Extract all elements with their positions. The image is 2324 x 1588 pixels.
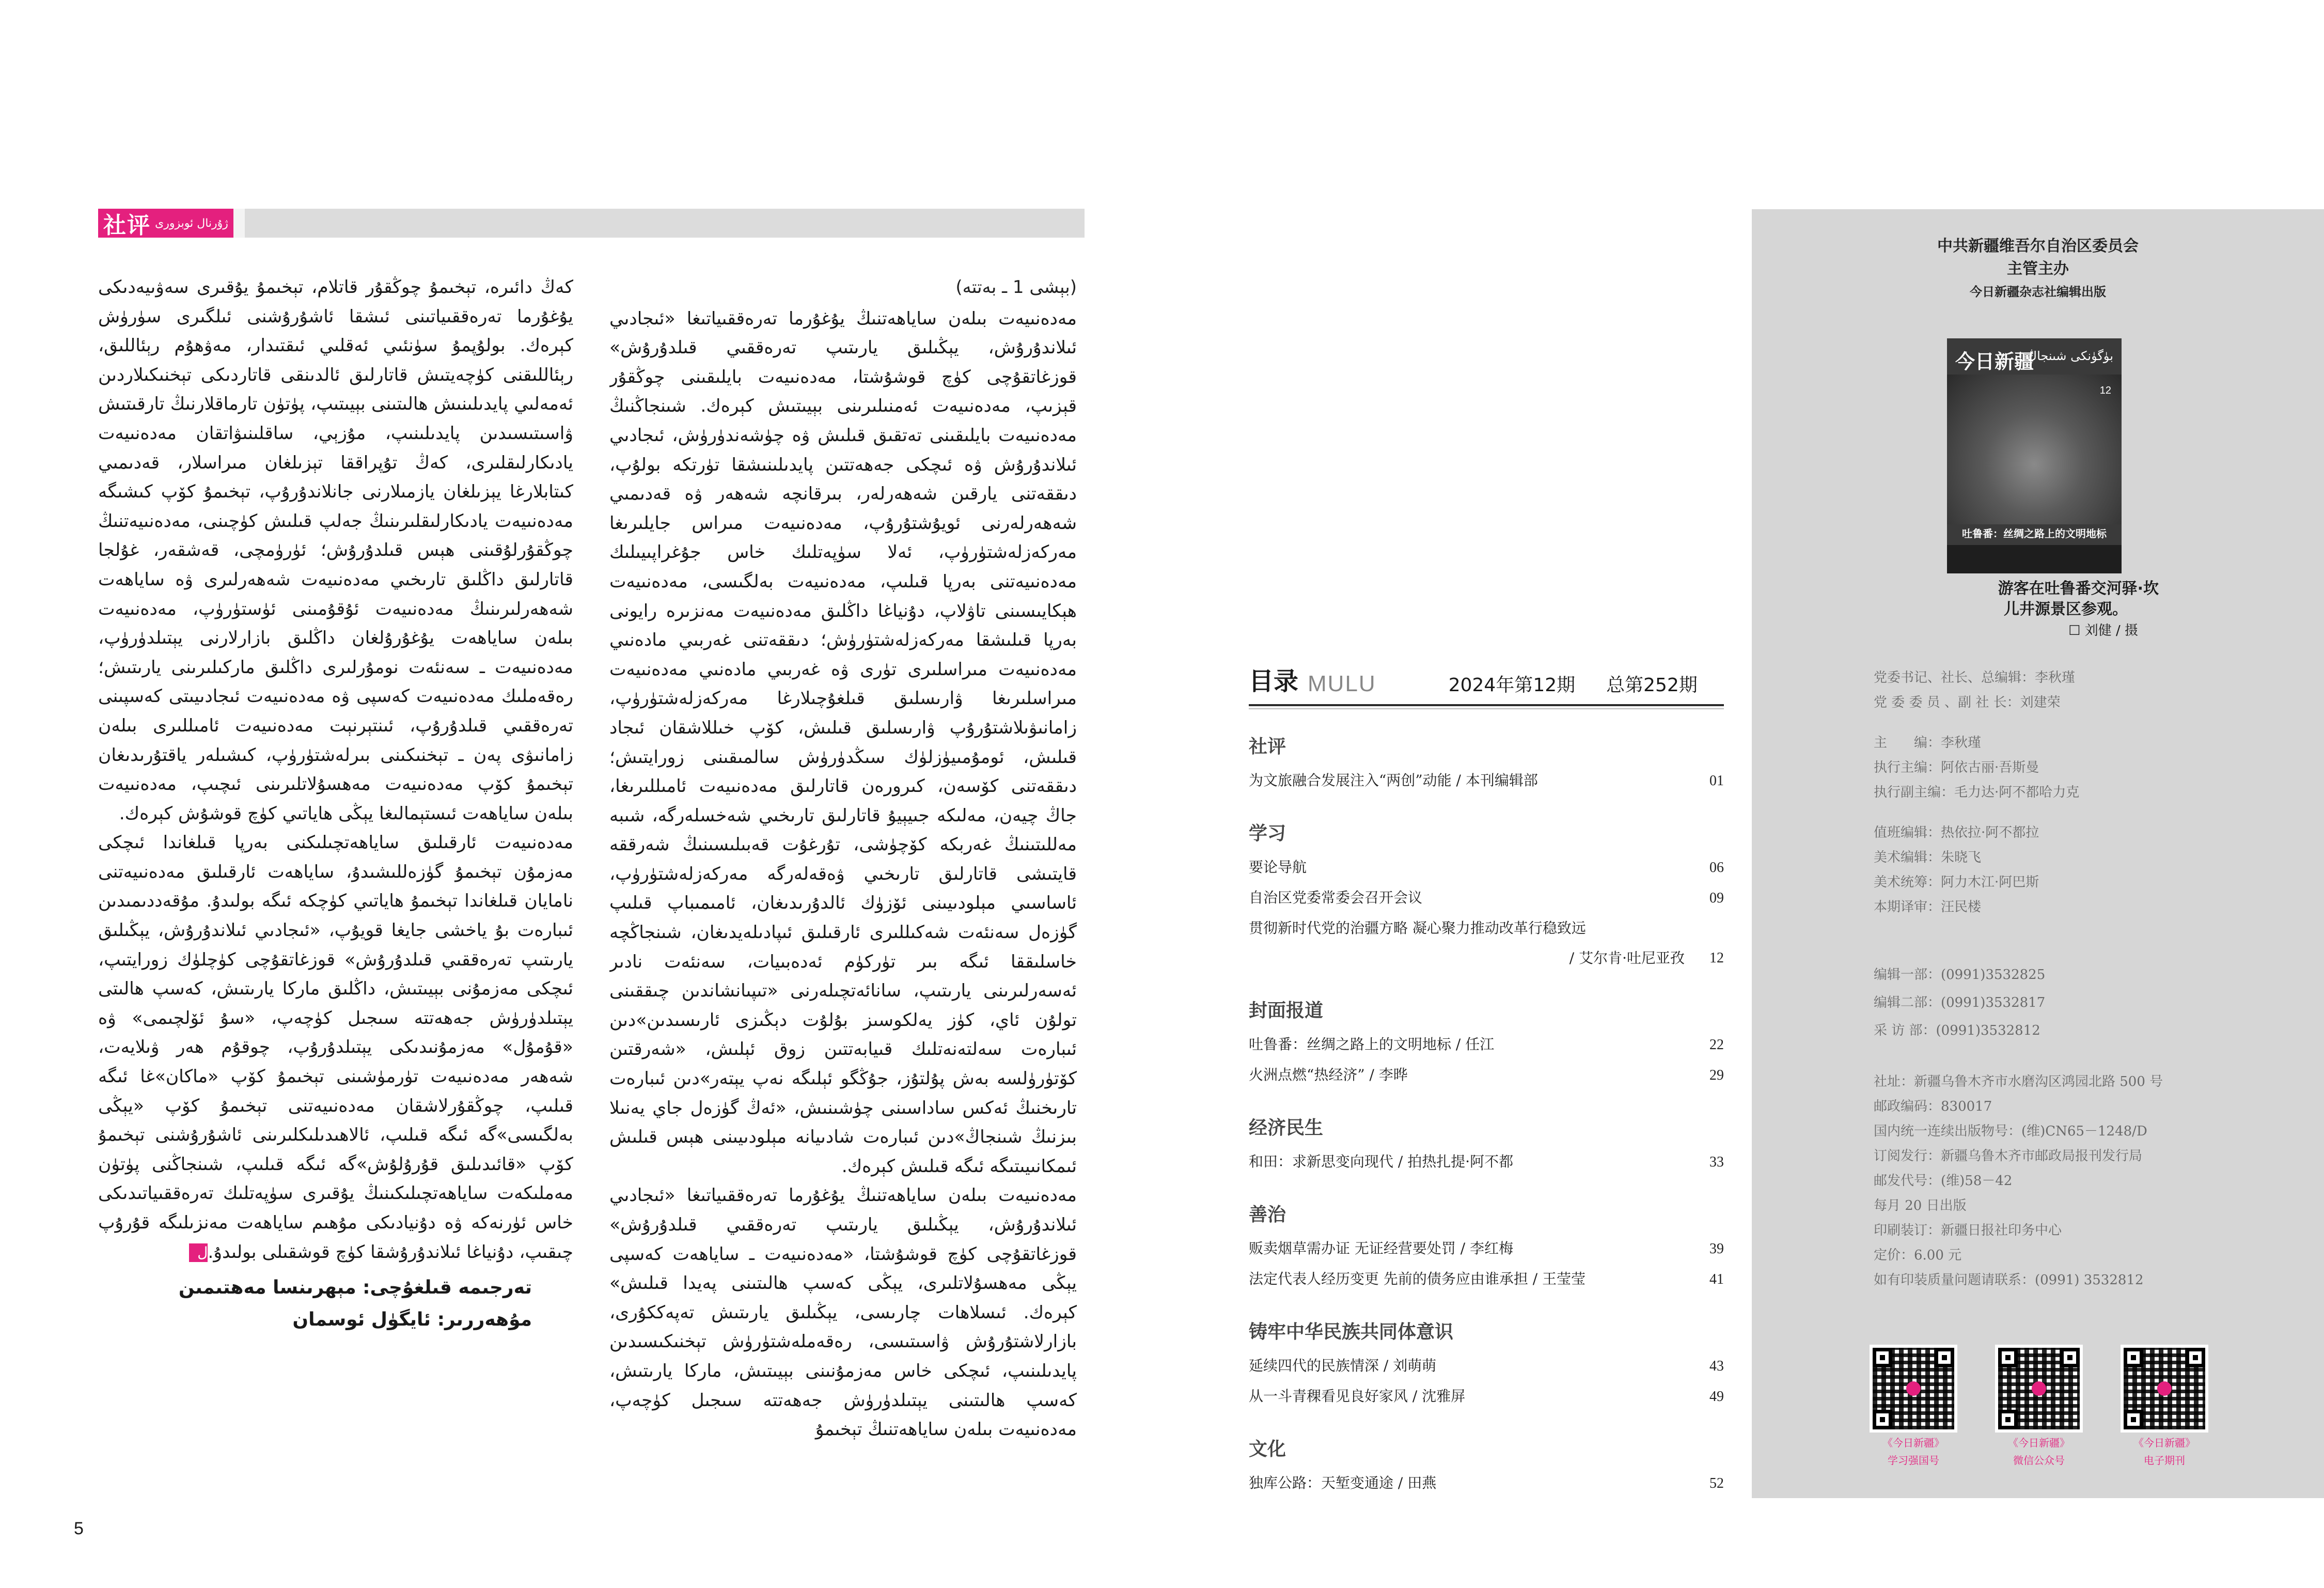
caption-line: 游客在吐鲁番交河驿·坎 xyxy=(1998,580,2159,598)
continued-note: (بېشى 1 ـ بەتتە) xyxy=(955,277,1077,298)
address-line: 定价：6.00 元 xyxy=(1874,1248,1962,1263)
toc-item-page: 39 xyxy=(1709,1241,1724,1257)
toc-item-title: 吐鲁番：丝绸之路上的文明地标 / 任江 xyxy=(1249,1036,1495,1053)
address-line: 邮政编码：830017 xyxy=(1874,1099,1992,1114)
publisher-org: 中共新疆维吾尔自治区委员会 xyxy=(1937,237,2139,255)
staff-line: 本期译审：汪民楼 xyxy=(1874,899,1982,915)
table-of-contents xyxy=(1249,661,1724,1499)
toc-section xyxy=(1249,996,1724,1091)
editor-credit: مۇھەررىر: ئايگۈل ئوسمان xyxy=(292,1309,532,1331)
toc-item-page: 22 xyxy=(1709,1037,1724,1053)
page-number: 5 xyxy=(74,1519,84,1538)
qr-code-icon xyxy=(1995,1345,2083,1433)
staff-line: 主 编：李秋瑾 xyxy=(1874,735,1982,751)
address-line: 邮发代号：(维)58－42 xyxy=(1874,1173,2013,1189)
toc-item-page: 29 xyxy=(1709,1067,1724,1083)
address-line: 如有印装质量问题请联系：(0991) 3532812 xyxy=(1874,1272,2144,1288)
qr-logo-icon xyxy=(2032,1381,2046,1396)
toc-title-latin: MULU xyxy=(1308,671,1376,696)
toc-item[interactable] xyxy=(1249,1468,1724,1499)
toc-section xyxy=(1249,1200,1724,1295)
cover-title: 今日新疆 xyxy=(1955,350,2034,373)
article-paragraph: مەدەنىيەت بىلەن ساياھەتنىڭ يۇغۇرما تەرەققىياتىغا «ئىجادىي ئىلاندۇرۇش، يېڭىلىق يارىتىپ تەرەققىي قىلدۇرۇش» قوزغاتقۇچى كۈچ قوشۇشتا، «مەدەنىيەت ـ ساياھەت كەسپى يېڭى مەھسۇلاتلىرى، يېڭى كەسپ ھالىتىنى پەيدا قىلىش» كېرەك. ئىسلاھات چارىسى، يېڭىلىق يارىتىش تەپەككۇرى، بازارلاشتۇرۇش ۋاسىتىسى، رەقەملەشتۈرۈش تېخنىكىسىدىن پايدىلىنىپ، ئىچكى خاس مەزمۇنىنى بېيىتىش، ماركا يارىتىش، كەسپ ھالىتىنى يېتىلدۈرۈش جەھەتتە سىجىل كۈچەپ، مەدەنىيەت بىلەن ساياھەتنىڭ تېخىمۇ xyxy=(609,1185,1077,1440)
article-column-right xyxy=(609,273,1077,1492)
toc-item-page: 41 xyxy=(1709,1271,1724,1287)
toc-section xyxy=(1249,732,1724,796)
toc-item-title: 和田：求新思变向现代 / 拍热扎提·阿不都 xyxy=(1249,1153,1514,1170)
toc-item-title: 法定代表人经历变更 先前的债务应由谁承担 / 王莹莹 xyxy=(1249,1270,1586,1287)
toc-item[interactable] xyxy=(1249,1030,1724,1060)
section-header-bar xyxy=(98,209,1085,238)
toc-section xyxy=(1249,819,1724,973)
toc-section-title: 铸牢中华民族共同体意识 xyxy=(1249,1321,1454,1343)
qr-label: 学习强国号 xyxy=(1888,1454,1939,1467)
toc-section xyxy=(1249,1113,1724,1177)
qr-label: 《今日新疆》 xyxy=(1882,1437,1944,1449)
toc-item-title: 自治区党委常委会召开会议 xyxy=(1249,889,1423,906)
qr-code-icon xyxy=(1870,1345,1957,1433)
staff-list xyxy=(1874,665,2079,920)
address-line: 印刷装订：新疆日报社印务中心 xyxy=(1874,1223,2062,1238)
section-tab-notch xyxy=(233,209,245,238)
toc-title: 目录 xyxy=(1249,667,1299,696)
article-paragraph-text: مەدەنىيەت ئارقىلىق ساياھەتچىلىكنى بەرپا قىلغاندا ئىچكى مەزمۇن تېخىمۇ گۈزەللىشىدۇ، ساياھەت ئارقىلىق مەدەنىيەتنى نامايان قىلغاندا تېخىمۇ ھاياتىي كۈچكە ئىگە بولىدۇ. مۇقەددىمىدىن ئىبارەت بۇ ياخشى جايغا قويۇپ، «ئىجادىي ئىلاندۇرۇش، يېڭىلىق يارىتىپ تەرەققىي قىلدۇرۇش» قوزغاتقۇچى كۈچلۈك زورايتىپ، ئىچكى مەزمۇنى بېيىتىش، داڭلىق ماركا يارىتىش، كەسپ ھالىتى يېتىلدۈرۈش جەھەتتە سىجىل كۈچەپ، «سۇ ئۆلچىمى» ۋە «قۇمۇل» مەزمۇنىدىكى يېتىلدۇرۇپ، چوقۇم ھەر ۋىلايەت، شەھەر مەدەنىيەت تۈرمۈشىنى تېخىمۇ كۆپ «ماكان»غا ئىگە قىلىپ، چوڭقۇرلاشقان مەدەنىيەتنى تېخىمۇ كۆپ «يېڭى بەلگىسى»گە ئىگە قىلىپ، ئالاھىدىلىكلىرىنى ئاشۇرۇشنى تېخىمۇ كۆپ «قائىدىلىق قۇرۇلۇش»گە ئىگە قىلىپ، شىنجاڭنى پۈتۈن مەملىكەت ساياھەتچىلىكىنىڭ يۇقىرى سۈپەتلىك تەرەققىياتىدىكى خاس ئۈرنەكە ۋە دۇنيادىكى مۇھىم ساياھەت مەنزىلىگە قۇرۇپ چىقىپ، دۇنياغا ئىلاندۇرۇشقا كۈچ قوشقىلى بولىدۇ. xyxy=(98,832,573,1263)
toc-item[interactable] xyxy=(1249,1351,1724,1381)
qr-code-row xyxy=(1870,1345,2208,1468)
toc-item-line2 xyxy=(1249,943,1724,973)
staff-line: 值班编辑：热依拉·阿不都拉 xyxy=(1874,825,2039,840)
qr-label: 电子期刊 xyxy=(2144,1454,2185,1467)
toc-section xyxy=(1249,1435,1724,1499)
phone-line: 编辑一部：(0991)3532825 xyxy=(1874,967,2046,983)
section-tab xyxy=(98,209,233,238)
toc-item-title: 从一斗青稞看见良好家风 / 沈雅屏 xyxy=(1249,1388,1466,1405)
toc-item[interactable] xyxy=(1249,883,1724,913)
toc-item-title: 延续四代的民族情深 / 刘萌萌 xyxy=(1249,1357,1437,1374)
staff-line: 美术统筹：阿力木江·阿巴斯 xyxy=(1874,875,2039,890)
qr-code-study[interactable] xyxy=(1870,1345,1957,1468)
phone-line: 采 访 部：(0991)3532812 xyxy=(1874,1023,2040,1038)
toc-item-page: 49 xyxy=(1709,1389,1724,1405)
caption-line: 儿井源景区参观。 xyxy=(2004,600,2128,618)
toc-section-title: 社评 xyxy=(1249,736,1286,757)
toc-section-title: 经济民生 xyxy=(1249,1117,1324,1139)
staff-line: 执行主编：阿依古丽·吾斯曼 xyxy=(1874,760,2039,775)
toc-item-title: 要论导航 xyxy=(1249,859,1307,876)
toc-item-page: 43 xyxy=(1709,1358,1724,1374)
toc-item[interactable] xyxy=(1249,1234,1724,1264)
qr-logo-icon xyxy=(1906,1381,1921,1396)
qr-label: 《今日新疆》 xyxy=(2008,1437,2070,1449)
cover-band xyxy=(1947,545,2122,573)
qr-label: 微信公众号 xyxy=(2013,1454,2065,1467)
toc-item-page: 01 xyxy=(1709,773,1724,789)
photo-credit: ☐ 刘健 / 摄 xyxy=(2068,623,2138,639)
toc-section-title: 善治 xyxy=(1249,1204,1286,1225)
toc-item-page: 33 xyxy=(1709,1154,1724,1170)
end-mark-icon: ل xyxy=(189,1243,208,1262)
article-column-left xyxy=(98,273,573,1513)
toc-section-title: 封面报道 xyxy=(1249,1000,1324,1021)
cover-caption xyxy=(1911,579,2159,642)
qr-label: 《今日新疆》 xyxy=(2133,1437,2195,1449)
qr-logo-icon xyxy=(2157,1381,2172,1396)
publisher-editor: 今日新疆杂志社编辑出版 xyxy=(1970,285,2106,299)
spacer xyxy=(1874,715,2079,730)
qr-code-icon xyxy=(2121,1345,2208,1433)
toc-item[interactable] xyxy=(1249,852,1724,883)
toc-item[interactable] xyxy=(1249,1264,1724,1295)
address-line: 每月 20 日出版 xyxy=(1874,1198,1967,1213)
translator-credit: تەرجىمە قىلغۇچى: مېھرىنسا مەھتىمىن xyxy=(178,1277,532,1299)
toc-total-issue: 总第252期 xyxy=(1606,675,1698,696)
toc-item-author: / 艾尔肯·吐尼亚孜 xyxy=(1569,949,1685,967)
toc-item-page: 06 xyxy=(1709,860,1724,876)
cover-thumbnail[interactable] xyxy=(1947,338,2122,573)
toc-item[interactable] xyxy=(1249,1060,1724,1091)
publisher-role: 主管主办 xyxy=(2007,260,2069,278)
article-paragraph: مەدەنىيەت بىلەن ساياھەتنىڭ يۇغۇرما تەرەققىياتىغا «ئىجادىي ئىلاندۇرۇش، يېڭىلىق يارىتىپ تەرەققىي قىلدۇرۇش» قوزغاتقۇچى كۈچ قوشۇشتا، مەدەنىيەت بايلىقىنى چوڭقۇر قېزىپ، مەدەنىيەت ئەمنىلىرىنى بېيىتىش كېرەك. شىنجاڭنىڭ مەدەنىيەت بايلىقىنى تەتقىق قىلىش ۋە چۈشەندۈرۈش، ئىجادىي ئىلاندۇرۇش ۋە ئىچكى جەھەتتىن پايدىلىنىشقا تۈرتكە بولۇپ، دىققەتنى يارقىن شەھەرلەر، بىرقانچە شەھەر ۋە قەدىمىي شەھەرلەرنى ئويۇشتۇرۇپ، مەدەنىيەت مىراس جايلىرىغا مەركەزلەشتۈرۈپ، ئەلا سۈپەتلىك خاس جۇغراپىيىلىك مەدەنىيەتنى بەرپا قىلىپ، مەدەنىيەت بەلگىسى، مەدەنىيەت ھېكايىسىنى تاۋلاپ، دۇنياغا داڭلىق مەدەنىيەت مەنزىرە رايونى بەرپا قىلىشقا مەركەزلەشتۈرۈش؛ دىققەتنى غەربىي مادەنىي مەدەنىيەت مىراسلىرى تۈرى ۋە غەربىي مادەنىي مەدەنىيەت مىراسلىرىغا ۋارىسلىق قىلغۇچىلارغا مەركەزلەشتۈرۈپ، زامانىۋىلاشتۇرۇپ ۋارىسلىق قىلىش، كۆپ خىللاشقان ئىجاد قىلىش، ئومۇمىيۈزلۈك سىڭدۈرۈش سالمىقىنى زورايتىش؛ دىققەتنى كۆسەن، كىرورەن قاتارلىق مەدەنىيەت ئامىللىرىغا، جاڭ چيەن، مەلىكە جىيېيۇ قاتارلىق تارىخىي شەخسلەرگە، شىبە مەللىتىنىڭ غەربكە كۆچۈشى، تۇرغۇت قەبىلىسىنىڭ شەرققە قايتىشى قاتارلىق تارىخىي ۋەقەلەرگە مەركەزلەشتۈرۈپ، ئاساسىي مېلودىيىنى ئۆزۈك ئالدۇرىدىغان، ئامىمىباپ قىلىپ گۈزەل سەنئەت شەكىللىرى ئارقىلىق ئىپادىلەيدىغان، شىنجاڭچە خاسلىققا ئىگە بىر تۈركۈم ئەدەبىيات، سەنئەت نادىر ئەسەرلىرىنى يارىتىپ، سانائەتچىلەرنى «تىپىانشاندىن چىققىنى تولۇن ئاي، كۈز يەلكوسىز بۇلۇت دېڭىزى ئارىسىدىن»دىن ئىبارەت سەلتەنەتلىك قىيابەتتىن زوق ئېلىش، «شەرقتىن كۆتۈرۈلسە بەش پۇلتۇز، جۇڭگو ئېلىگە نەپ يېتەر»دىن ئىبارەت تارىخنىڭ ئەكس ساداسىنى چۈشىنىش، «ئەڭ گۈزەل جاي يەنىلا بىزنىڭ شىنجاڭ»دىن ئىبارەت شادىيانە مېلودىيىنى ھېس قىلىش ئىمكانىيىتىگە ئىگە قىلىش كېرەك. xyxy=(609,308,1077,1177)
toc-divider xyxy=(1249,708,1724,709)
qr-code-wechat[interactable] xyxy=(1995,1345,2083,1468)
toc-section-title: 学习 xyxy=(1249,823,1286,844)
toc-section xyxy=(1249,1317,1724,1412)
section-tab-ug: ژۇرنال ئوبزورى xyxy=(155,216,228,230)
cover-issue: 12 xyxy=(2099,385,2111,396)
address-line: 订阅发行：新疆乌鲁木齐市邮政局报刊发行局 xyxy=(1874,1148,2143,1164)
toc-item[interactable] xyxy=(1249,1147,1724,1177)
spacer xyxy=(1874,805,2079,820)
cover-photo xyxy=(1947,375,2122,524)
section-tab-zh: 社评 xyxy=(103,212,151,239)
phone-list xyxy=(1874,961,2045,1045)
publisher-header xyxy=(1752,235,2324,303)
article-credits xyxy=(98,1272,573,1336)
toc-item[interactable] xyxy=(1249,1381,1724,1412)
toc-item[interactable] xyxy=(1249,766,1724,796)
address-list xyxy=(1874,1069,2163,1293)
toc-header xyxy=(1249,661,1724,706)
toc-item-title: 贩卖烟草需办证 无证经营要处罚 / 李红梅 xyxy=(1249,1240,1514,1257)
toc-item[interactable] xyxy=(1249,913,1724,973)
toc-item-page: 52 xyxy=(1709,1475,1724,1491)
qr-code-epub[interactable] xyxy=(2121,1345,2208,1468)
staff-line: 党 委 委 员 、副 社 长：刘建荣 xyxy=(1874,695,2061,710)
article-paragraph xyxy=(98,828,573,1267)
address-line: 国内统一连续出版物号：(维)CN65－1248/D xyxy=(1874,1124,2147,1139)
toc-section-title: 文化 xyxy=(1249,1439,1286,1460)
address-line: 社址：新疆乌鲁木齐市水磨沟区鸿园北路 500 号 xyxy=(1874,1074,2163,1089)
cover-title-ug: بۈگۈنكى شىنجاڭ xyxy=(2027,349,2113,363)
toc-issue: 2024年第12期 xyxy=(1448,675,1576,696)
toc-item-title: 贯彻新时代党的治疆方略 凝心聚力推动改革行稳致远 xyxy=(1249,920,1586,937)
article-paragraph: كەڭ دائىرە، تېخىمۇ چوڭقۇر قاتلام، تېخىمۇ يۇقىرى سەۋىيەدىكى يۇغۇرما تەرەققىياتىنى ئىشقا ئاشۇرۇشنى ئىلگىرى سۈرۈش كېرەك. بولۇپمۇ سۈنئىي ئەقلىي ئىقتىدار، مەۋھۇم رېئاللىق، رېئاللىقنى كۈچەيتىش قاتارلىق ئالدىنقى قاتاردىكى تېخنىكىلاردىن ئەمەلىي پايدىلىنىش ھالىتىنى بېيىتىپ، پۈتۈن تارماقلارنىڭ تارقىتىش ۋاسىتىسىدىن پايدىلىنىپ، مۇزېي، ساقلىنىۋاتقان مەدەنىيەت يادىكارلىقلىرى، كەڭ تۇپراققا تېزىلغان مىراسلار، قەدىمىي كىتابلارغا يېزىلغان يازمىلارنى جانلاندۇرۇپ، تېخىمۇ كۆپ كىشىگە مەدەنىيەت يادىكارلىقلىرىنىڭ جەلپ قىلىش كۈچىنى، مەدەنىيەتنىڭ چوڭقۇرلۇقىنى ھېس قىلدۇرۇش؛ ئۈرۈمچى، قەشقەر، غۇلجا قاتارلىق داڭلىق تارىخىي مەدەنىيەت شەھەرلىرى ۋە ساياھەت شەھەرلىرىنىڭ مەدەنىيەت ئۇقۇمىنى ئۈستۈرۈپ، مەدەنىيەت بىلەن ساياھەت يۇغۇرۇلغان داڭلىق بازارلارنى يېتىلدۈرۈپ، مەدەنىيەت ـ سەنئەت نومۇرلىرى داڭلىق ماركىلىرىنى يارىتىش؛ رەقەملىك مەدەنىيەت كەسپى ۋە مەدەنىيەت ئىجادىيىتى كەسپىنى تەرەققىي قىلدۇرۇپ، ئىنتېرنېت مەدەنىيەت ئامىللىرى بىلەن زامانىۋى پەن ـ تېخنىكىنى بىرلەشتۈرۈپ، كىشىلەر ياقتۇرىدىغان تېخىمۇ كۆپ مەدەنىيەت مەھسۇلاتلىرىنى ئىچىپ، مەدەنىيەت بىلەن ساياھەت ئىستېمالىغا يېڭى ھاياتىي كۈچ قوشۇش كېرەك. xyxy=(98,277,573,824)
toc-item-page: 09 xyxy=(1709,890,1724,906)
toc-item-title: 为文旅融合发展注入“两创”动能 / 本刊编辑部 xyxy=(1249,772,1538,789)
toc-item-title: 火洲点燃“热经济” / 李晔 xyxy=(1249,1066,1408,1083)
toc-item-title: 独库公路：天堑变通途 / 田燕 xyxy=(1249,1474,1437,1491)
staff-line: 执行副主编：毛力达·阿不都哈力克 xyxy=(1874,785,2080,800)
staff-line: 美术编辑：朱晓飞 xyxy=(1874,850,1982,865)
toc-item-page: 12 xyxy=(1709,950,1724,966)
cover-subtitle: 吐鲁番：丝绸之路上的文明地标 xyxy=(1962,527,2107,540)
staff-line: 党委书记、社长、总编辑：李秋瑾 xyxy=(1874,670,2076,686)
phone-line: 编辑二部：(0991)3532817 xyxy=(1874,995,2046,1010)
